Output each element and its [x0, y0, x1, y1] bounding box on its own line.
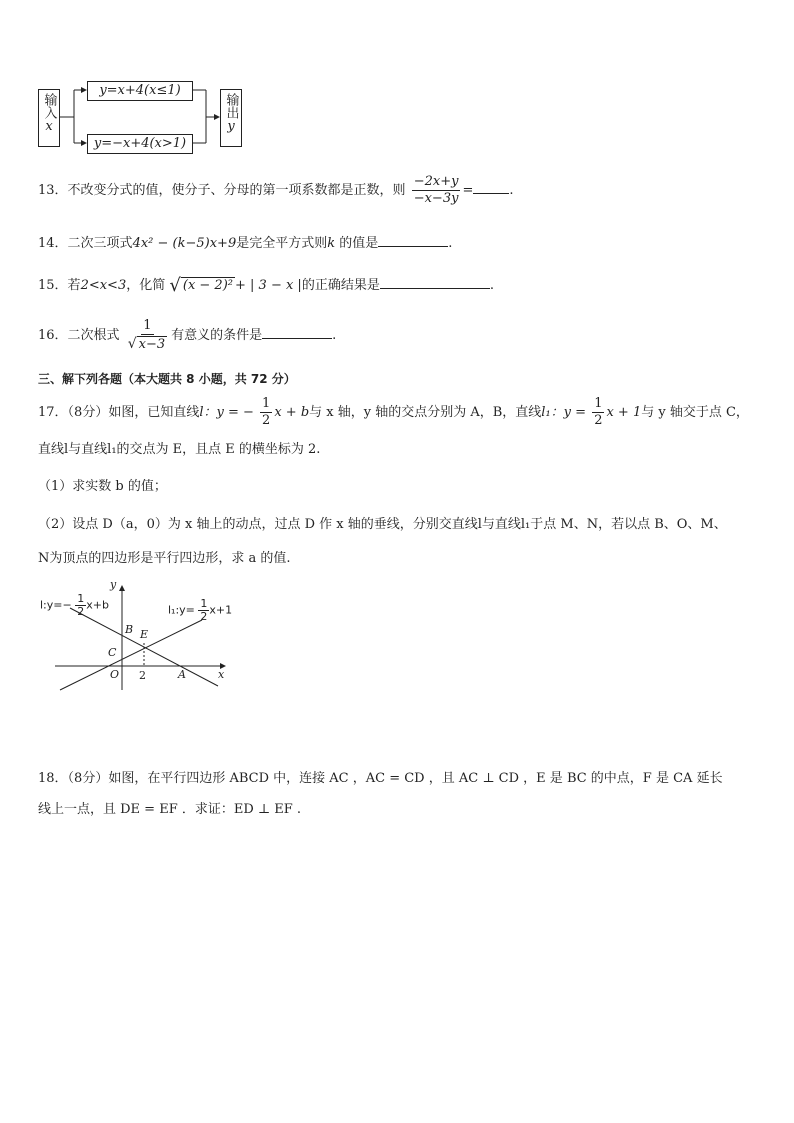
- graph-axis-x: x: [218, 668, 225, 681]
- input-var: x: [45, 119, 53, 134]
- q15-prefix: 若: [67, 278, 81, 293]
- graph-l1-tail: x+1: [209, 603, 233, 617]
- q16-numerator: 1: [143, 318, 152, 333]
- q14-prefix: 二次三项式: [67, 236, 133, 251]
- graph-l-tail: x+b: [86, 598, 109, 612]
- q17-text-g: 与 y 轴交于点 C，: [641, 405, 749, 420]
- question-17-line1: [38, 396, 749, 429]
- q14-answer-blank: [378, 232, 448, 247]
- q13-fraction: [412, 174, 461, 207]
- question-18-line1: 18．（8分）如图，在平行四边形 ABCD 中，连接 AC ，AC = CD ，且 AC ⊥ CD ，E 是 BC 的中点，F 是 CA 延长: [38, 771, 723, 786]
- q14-middle: 是完全平方式则: [236, 236, 328, 251]
- q16-fraction: [126, 318, 169, 353]
- graph-l-prefix: l:y=−: [40, 598, 72, 612]
- graph-l1-frac: [198, 598, 209, 623]
- question-15: [38, 274, 494, 296]
- flowchart-connectors: [0, 0, 260, 160]
- question-17-part1: （1）求实数 b 的值；: [38, 479, 167, 494]
- q17-frac-1: [260, 396, 272, 429]
- q17-frac-1-den: 2: [262, 413, 271, 428]
- section-3-title: 三、解下列各题（本大题共 8 小题，共 72 分）: [38, 372, 296, 386]
- q13-eq: =: [462, 183, 474, 198]
- q17-frac-1-num: 1: [262, 396, 271, 411]
- graph-line-l1-label: [168, 598, 232, 623]
- q13-numerator: −2x+y: [413, 174, 459, 189]
- branch-bottom-text: y=−x+4(x>1): [93, 136, 187, 151]
- question-14: [38, 232, 452, 254]
- branch-top-text: y=x+4(x≤1): [99, 83, 181, 98]
- graph-tick-2: 2: [139, 669, 146, 682]
- q17-text-b: ：y = −: [203, 405, 254, 420]
- graph-point-C: C: [108, 646, 117, 659]
- q17-text-d: 与 x 轴，y 轴的交点分别为 A，B，直线: [309, 405, 542, 420]
- q17-text-c: x + b: [274, 405, 310, 420]
- q15-end: .: [489, 278, 494, 293]
- graph-l1-frac-num: 1: [200, 597, 208, 610]
- question-17-part2-line2: N为顶点的四边形是平行四边形，求 a 的值.: [38, 551, 291, 566]
- q16-prefix: 二次根式: [67, 328, 120, 343]
- q17-line-l: l: [199, 405, 204, 420]
- question-18-line2: 线上一点，且 DE = EF ．求证：ED ⊥ EF .: [38, 802, 302, 817]
- q14-end: .: [448, 236, 453, 251]
- q13-text: 不改变分式的值，使分子、分母的第一项系数都是正数，则: [67, 183, 406, 198]
- q15-number: 15．: [38, 278, 68, 293]
- graph-l1-prefix: l₁:y=: [168, 603, 195, 617]
- graph-l-frac: [75, 593, 86, 618]
- q15-middle: ，化简: [126, 278, 166, 293]
- q14-expr: 4x² − (k−5)x+9: [132, 236, 237, 251]
- graph-point-A: A: [178, 668, 186, 681]
- q17-line-l1: l₁: [541, 405, 551, 420]
- graph-axis-y: y: [110, 578, 117, 591]
- q16-answer-blank: [262, 324, 332, 339]
- q16-number: 16．: [38, 328, 68, 343]
- graph-point-E: E: [140, 628, 149, 641]
- q17-graph: [30, 578, 250, 698]
- q17-frac-2: [592, 396, 604, 429]
- output-var: y: [227, 119, 235, 134]
- q17-text-f: x + 1: [606, 405, 642, 420]
- q17-text-a: 17．（8分）如图，已知直线: [38, 405, 200, 420]
- graph-l1-frac-den: 2: [200, 610, 208, 623]
- q16-suffix: 有意义的条件是: [171, 328, 263, 343]
- q14-suffix: 的值是: [335, 236, 379, 251]
- graph-point-B: B: [125, 623, 134, 636]
- q15-sqrt: √ (x − 2)²: [169, 274, 233, 296]
- input-label: 输入: [41, 93, 57, 119]
- q14-number: 14．: [38, 236, 68, 251]
- question-13: [38, 174, 513, 207]
- q15-abs: + | 3 − x |: [235, 278, 302, 293]
- q16-end: .: [332, 328, 337, 343]
- q15-suffix: 的正确结果是: [301, 278, 380, 293]
- q15-radicand: (x − 2)²: [182, 278, 233, 293]
- q17-frac-2-num: 1: [594, 396, 603, 411]
- question-16: [38, 318, 336, 353]
- question-17-part2-line1: （2）设点 D（a，0）为 x 轴上的动点，过点 D 作 x 轴的垂线，分别交直线l与直线l₁于点 M、N，若以点 B、O、M、: [38, 517, 727, 532]
- q15-answer-blank: [380, 274, 490, 289]
- graph-l-frac-den: 2: [77, 605, 85, 618]
- graph-line-l-label: [40, 593, 109, 618]
- q13-denominator: −x−3y: [413, 191, 459, 206]
- question-17-line2: 直线l与直线l₁的交点为 E，且点 E 的横坐标为 2.: [38, 442, 321, 457]
- q17-text-e: ：y =: [550, 405, 587, 420]
- graph-l-frac-num: 1: [77, 592, 85, 605]
- q13-end: .: [509, 183, 514, 198]
- q16-radicand: x−3: [138, 336, 166, 352]
- q13-answer-blank: [473, 179, 509, 194]
- graph-point-O: O: [110, 668, 120, 681]
- q13-number: 13．: [38, 183, 68, 198]
- output-label: 输出: [223, 93, 239, 119]
- q15-cond: 2<x<3: [80, 278, 127, 293]
- q16-denominator: √ x−3: [127, 336, 166, 352]
- q17-frac-2-den: 2: [594, 413, 603, 428]
- q14-var: k: [327, 236, 336, 251]
